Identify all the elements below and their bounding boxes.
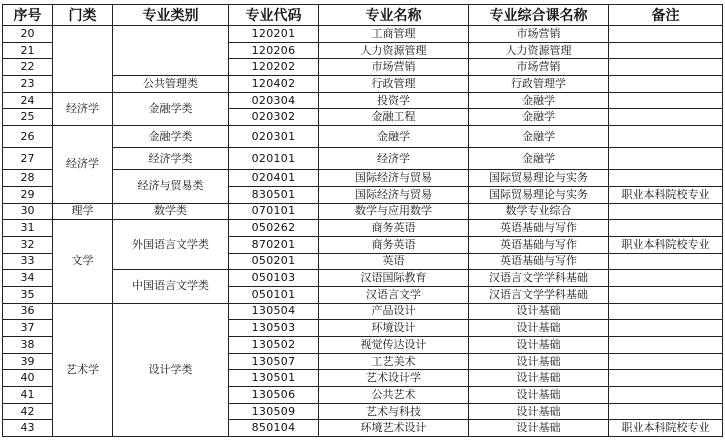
note-cell (609, 337, 723, 354)
note-cell (609, 126, 723, 148)
note-cell (609, 92, 723, 109)
category-cell: 经济与贸易类 (113, 170, 229, 203)
course-cell: 设计基础 (469, 320, 609, 337)
course-cell: 金融学 (469, 126, 609, 148)
code-cell: 020101 (229, 148, 319, 170)
category-cell (113, 26, 229, 76)
note-cell (609, 170, 723, 187)
discipline-cell: 文学 (53, 220, 113, 303)
seq-cell: 32 (3, 236, 53, 253)
seq-cell: 43 (3, 420, 53, 437)
major-name-cell: 经济学 (319, 148, 469, 170)
course-cell: 英语基础与写作 (469, 253, 609, 270)
course-cell: 英语基础与写作 (469, 236, 609, 253)
code-cell: 050201 (229, 253, 319, 270)
table-row (3, 220, 723, 237)
note-cell (609, 26, 723, 43)
course-cell: 市场营销 (469, 26, 609, 43)
code-cell: 050262 (229, 220, 319, 237)
course-cell: 设计基础 (469, 420, 609, 437)
note-cell: 职业本科院校专业 (609, 236, 723, 253)
seq-cell: 23 (3, 76, 53, 93)
major-name-cell: 环境艺术设计 (319, 420, 469, 437)
seq-cell: 36 (3, 303, 53, 320)
major-name-cell: 数学与应用数学 (319, 203, 469, 220)
major-name-cell: 英语 (319, 253, 469, 270)
note-cell (609, 76, 723, 93)
header-major-name: 专业名称 (319, 5, 469, 26)
header-code: 专业代码 (229, 5, 319, 26)
code-cell: 130503 (229, 320, 319, 337)
discipline-cell: 艺术学 (53, 303, 113, 437)
course-cell: 汉语言文学学科基础 (469, 286, 609, 303)
note-cell (609, 253, 723, 270)
course-cell: 设计基础 (469, 370, 609, 387)
major-name-cell: 汉语言文学 (319, 286, 469, 303)
note-cell (609, 320, 723, 337)
seq-cell: 20 (3, 26, 53, 43)
course-cell: 汉语言文学学科基础 (469, 270, 609, 287)
note-cell: 职业本科院校专业 (609, 186, 723, 203)
major-table (2, 4, 723, 437)
code-cell: 130509 (229, 403, 319, 420)
course-cell: 设计基础 (469, 387, 609, 404)
category-cell: 经济学类 (113, 148, 229, 170)
course-cell: 数学专业综合 (469, 203, 609, 220)
major-name-cell: 汉语国际教育 (319, 270, 469, 287)
table-row (3, 92, 723, 109)
code-cell: 020301 (229, 126, 319, 148)
note-cell (609, 109, 723, 126)
seq-cell: 28 (3, 170, 53, 187)
seq-cell: 40 (3, 370, 53, 387)
major-name-cell: 产品设计 (319, 303, 469, 320)
note-cell (609, 42, 723, 59)
seq-cell: 38 (3, 337, 53, 354)
major-name-cell: 工商管理 (319, 26, 469, 43)
seq-cell: 24 (3, 92, 53, 109)
major-name-cell: 公共艺术 (319, 387, 469, 404)
seq-cell: 42 (3, 403, 53, 420)
seq-cell: 27 (3, 148, 53, 170)
seq-cell: 29 (3, 186, 53, 203)
seq-cell: 30 (3, 203, 53, 220)
code-cell: 120206 (229, 42, 319, 59)
seq-cell: 35 (3, 286, 53, 303)
course-cell: 金融学 (469, 109, 609, 126)
seq-cell: 21 (3, 42, 53, 59)
major-name-cell: 艺术设计学 (319, 370, 469, 387)
category-cell: 中国语言文学类 (113, 270, 229, 303)
discipline-cell (53, 26, 113, 93)
course-cell: 金融学 (469, 92, 609, 109)
table-row (3, 26, 723, 43)
code-cell: 020401 (229, 170, 319, 187)
course-cell: 人力资源管理 (469, 42, 609, 59)
note-cell (609, 387, 723, 404)
header-course: 专业综合课名称 (469, 5, 609, 26)
code-cell: 130501 (229, 370, 319, 387)
seq-cell: 33 (3, 253, 53, 270)
header-seq: 序号 (3, 5, 53, 26)
major-name-cell: 金融学 (319, 126, 469, 148)
code-cell: 020304 (229, 92, 319, 109)
category-cell: 公共管理类 (113, 76, 229, 93)
course-cell: 设计基础 (469, 337, 609, 354)
discipline-cell: 经济学 (53, 92, 113, 125)
note-cell (609, 353, 723, 370)
major-name-cell: 人力资源管理 (319, 42, 469, 59)
category-cell: 金融学类 (113, 126, 229, 148)
category-cell: 外国语言文学类 (113, 220, 229, 270)
major-name-cell: 商务英语 (319, 236, 469, 253)
note-cell (609, 270, 723, 287)
major-name-cell: 环境设计 (319, 320, 469, 337)
course-cell: 行政管理学 (469, 76, 609, 93)
discipline-cell: 理学 (53, 203, 113, 220)
code-cell: 130506 (229, 387, 319, 404)
note-cell (609, 286, 723, 303)
seq-cell: 39 (3, 353, 53, 370)
discipline-cell: 经济学 (53, 126, 113, 203)
header-discipline: 门类 (53, 5, 113, 26)
code-cell: 070101 (229, 203, 319, 220)
header-category: 专业类别 (113, 5, 229, 26)
note-cell: 职业本科院校专业 (609, 420, 723, 437)
major-name-cell: 国际经济与贸易 (319, 186, 469, 203)
course-cell: 金融学 (469, 148, 609, 170)
course-cell: 市场营销 (469, 59, 609, 76)
seq-cell: 41 (3, 387, 53, 404)
seq-cell: 34 (3, 270, 53, 287)
major-name-cell: 工艺美术 (319, 353, 469, 370)
note-cell (609, 303, 723, 320)
note-cell (609, 59, 723, 76)
major-name-cell: 商务英语 (319, 220, 469, 237)
note-cell (609, 370, 723, 387)
code-cell: 130507 (229, 353, 319, 370)
code-cell: 120202 (229, 59, 319, 76)
course-cell: 英语基础与写作 (469, 220, 609, 237)
major-name-cell: 国际经济与贸易 (319, 170, 469, 187)
code-cell: 830501 (229, 186, 319, 203)
course-cell: 国际贸易理论与实务 (469, 170, 609, 187)
code-cell: 850104 (229, 420, 319, 437)
major-name-cell: 金融工程 (319, 109, 469, 126)
major-name-cell: 艺术与科技 (319, 403, 469, 420)
major-name-cell: 行政管理 (319, 76, 469, 93)
table-row (3, 303, 723, 320)
table-row (3, 203, 723, 220)
major-name-cell: 投资学 (319, 92, 469, 109)
note-cell (609, 203, 723, 220)
category-cell: 数学类 (113, 203, 229, 220)
code-cell: 130502 (229, 337, 319, 354)
category-cell: 金融学类 (113, 92, 229, 125)
code-cell: 050103 (229, 270, 319, 287)
seq-cell: 37 (3, 320, 53, 337)
note-cell (609, 403, 723, 420)
course-cell: 设计基础 (469, 303, 609, 320)
note-cell (609, 148, 723, 170)
code-cell: 130504 (229, 303, 319, 320)
seq-cell: 31 (3, 220, 53, 237)
code-cell: 050101 (229, 286, 319, 303)
course-cell: 设计基础 (469, 353, 609, 370)
code-cell: 120201 (229, 26, 319, 43)
category-cell: 设计学类 (113, 303, 229, 437)
header-row (3, 5, 723, 26)
seq-cell: 26 (3, 126, 53, 148)
seq-cell: 25 (3, 109, 53, 126)
code-cell: 870201 (229, 236, 319, 253)
code-cell: 020302 (229, 109, 319, 126)
header-note: 备注 (609, 5, 723, 26)
major-name-cell: 市场营销 (319, 59, 469, 76)
course-cell: 设计基础 (469, 403, 609, 420)
table-row (3, 126, 723, 148)
seq-cell: 22 (3, 59, 53, 76)
course-cell: 国际贸易理论与实务 (469, 186, 609, 203)
code-cell: 120402 (229, 76, 319, 93)
major-name-cell: 视觉传达设计 (319, 337, 469, 354)
note-cell (609, 220, 723, 237)
